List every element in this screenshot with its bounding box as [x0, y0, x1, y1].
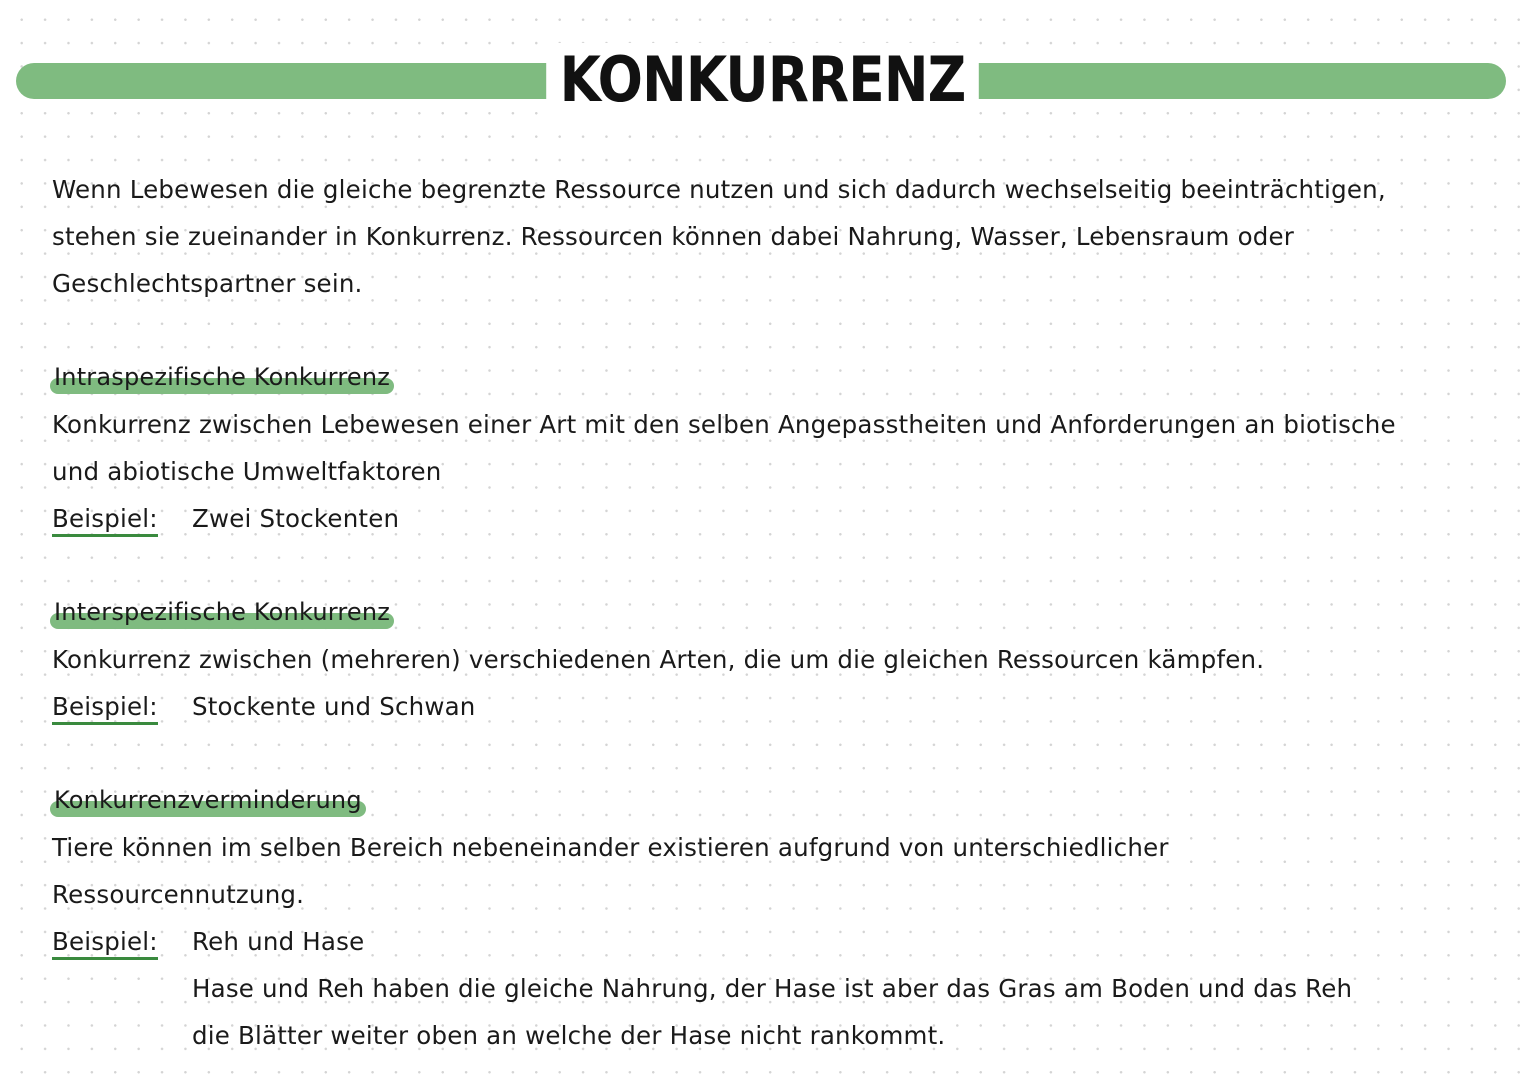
section-heading: Konkurrenzverminderung [52, 777, 364, 824]
definition-line: Konkurrenz zwischen (mehreren) verschiedenen Arten, die um die gleichen Ressourcen kämpfen. [52, 645, 1265, 674]
example-text [192, 495, 1482, 542]
example-label: Beispiel: [52, 918, 192, 1059]
example-line: Stockente und Schwan [192, 692, 476, 721]
example-line: die Blätter weiter oben an welche der Hase nicht rankommt. [192, 1021, 946, 1050]
example-line: Reh und Hase [192, 927, 365, 956]
section-heading: Interspezifische Konkurrenz [52, 589, 392, 636]
example-text [192, 683, 1482, 730]
definition-line: und abiotische Umweltfaktoren [52, 457, 442, 486]
intro-line: stehen sie zueinander in Konkurrenz. Ressourcen können dabei Nahrung, Wasser, Lebensraum oder [52, 222, 1295, 251]
example-label: Beispiel: [52, 683, 192, 730]
intro-line: Geschlechtspartner sein. [52, 269, 363, 298]
definition-line: Ressourcennutzung. [52, 880, 305, 909]
intro-paragraph [52, 166, 1482, 307]
page-title [107, 40, 1419, 120]
page-title-text: KONKURRENZ [546, 43, 979, 116]
section-intraspezifisch [52, 307, 1482, 542]
note-content [52, 166, 1482, 1059]
section-heading: Intraspezifische Konkurrenz [52, 354, 392, 401]
section-konkurrenzverminderung [52, 730, 1482, 1059]
example-line: Zwei Stockenten [192, 504, 400, 533]
example-text [192, 918, 1482, 1059]
example-row [52, 683, 1482, 730]
example-row [52, 918, 1482, 1059]
definition-line: Tiere können im selben Bereich nebeneinander existieren aufgrund von unterschiedlicher [52, 833, 1169, 862]
section-interspezifisch [52, 542, 1482, 730]
example-row [52, 495, 1482, 542]
example-line: Hase und Reh haben die gleiche Nahrung, der Hase ist aber das Gras am Boden und das Reh [192, 974, 1353, 1003]
example-label: Beispiel: [52, 495, 192, 542]
definition-line: Konkurrenz zwischen Lebewesen einer Art mit den selben Angepasstheiten und Anforderungen an biotische [52, 410, 1396, 439]
intro-line: Wenn Lebewesen die gleiche begrenzte Ressource nutzen und sich dadurch wechselseitig beeinträchtigen, [52, 175, 1386, 204]
